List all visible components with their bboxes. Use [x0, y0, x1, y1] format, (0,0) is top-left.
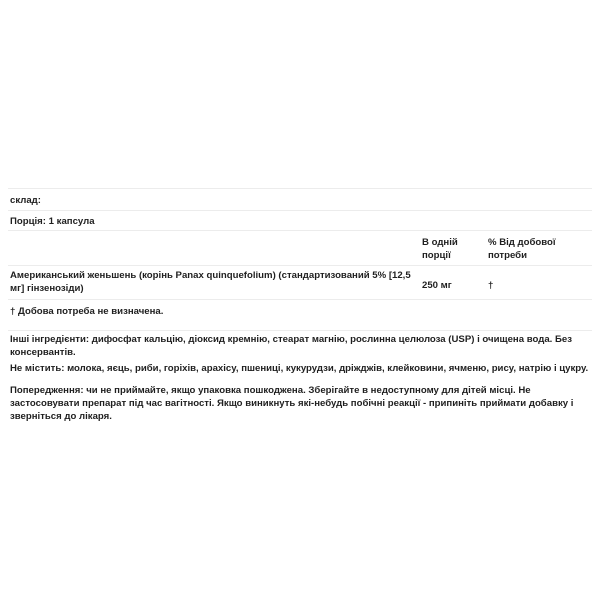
free-of-allergens: Не містить: молока, яєць, риби, горіхів, арахісу, пшениці, кукурудзи, дріжджів, клейковини, ячменю, рису, натрію і цукру.	[10, 363, 589, 374]
other-ingredients: Інші інгредієнти: дифосфат кальцію, діоксид кремнію, стеарат магнію, рослинна целюлоза (USP) і очищена вода. Без консервантів.	[10, 334, 572, 358]
serving-size: Порція: 1 капсула	[8, 210, 592, 231]
ingredient-name: Американський женьшень (корінь Panax quinquefolium) (стандартизований 5% [12,5 мг] гінзенозіди)	[10, 270, 411, 294]
table-row	[8, 265, 592, 299]
ingredient-daily-value: †	[488, 280, 494, 291]
facts-title: склад:	[8, 188, 592, 210]
ingredient-amount: 250 мг	[422, 280, 452, 291]
header-amount: В одній порції	[422, 237, 458, 261]
warning-text: Попередження: чи не приймайте, якщо упаковка пошкоджена. Зберігайте в недоступному для дітей місці. Не застосовувати препарат під час вагітності. Якщо виникнуть які-небудь побічні реакції - припиніть приймати добавку і зверніться до лікаря.	[10, 385, 574, 422]
footnote: † Добова потреба не визначена.	[8, 299, 592, 331]
table-header	[8, 231, 592, 265]
header-name	[10, 236, 422, 265]
supplement-facts-table	[8, 188, 592, 331]
header-daily-value: % Від добової потреби	[488, 237, 556, 261]
